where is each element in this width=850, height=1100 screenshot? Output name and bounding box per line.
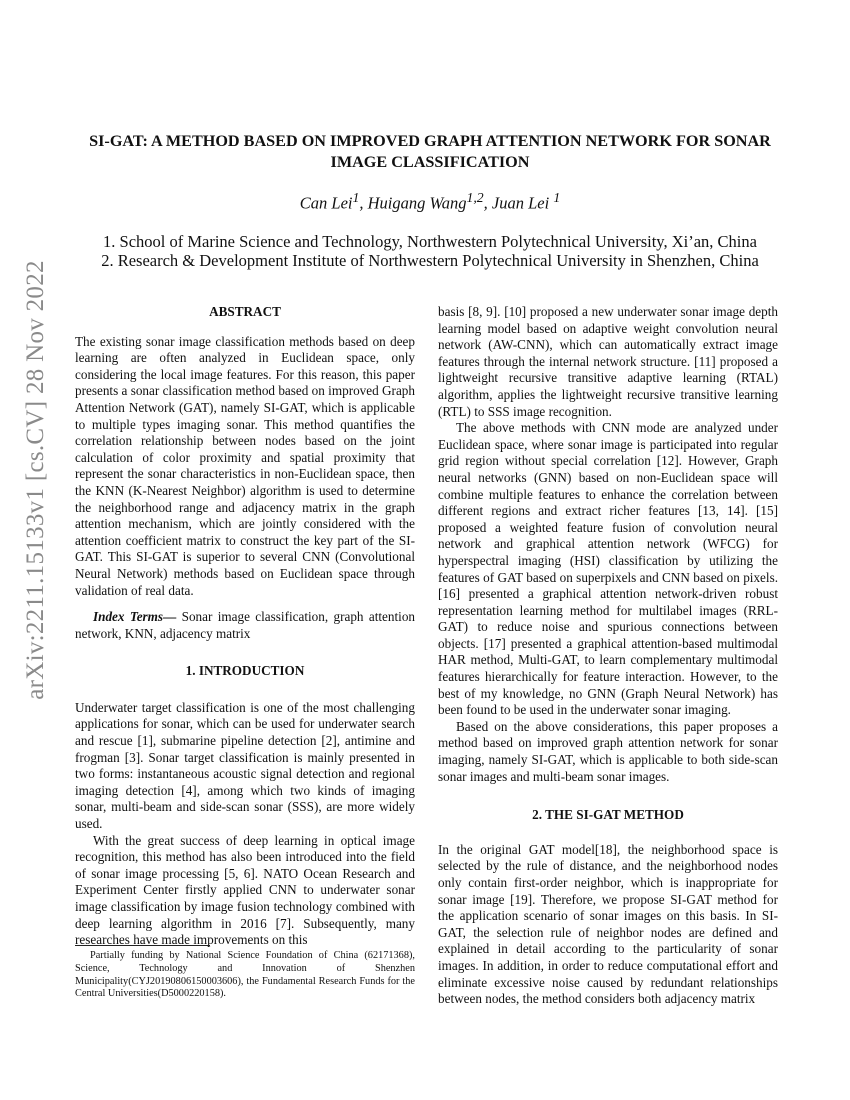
footnote	[75, 950, 415, 1001]
abstract-text: The existing sonar image classification methods based on deep learning are often analyzed in Euclidean space, only considering the local image features. For this reason, this paper presents a sonar classification method based on improved Graph Attention Network (GAT), namely SI-GAT, which is applicable to multiple types imaging sonar. This method quantifies the correlation relationship between nodes based on the joint calculation of color proximity and spatial proximity that represent the sonar characteristics in non-Euclidean space, then the KNN (K-Nearest Neighbor) algorithm is used to determine the neighborhood range and adjacency matrix in the graph attention mechanism, which are jointly considered with the attention coefficient matrix to construct the key part of the SI-GAT. This SI-GAT is superior to several CNN (Convolutional Neural Network) methods based on Euclidean space through validation of real data.	[75, 333, 415, 598]
index-terms	[75, 609, 415, 642]
affiliation-1: 1. School of Marine Science and Technology, Northwestern Polytechnical University, Xi’an, China	[103, 232, 757, 251]
author-3: Juan Lei	[491, 193, 550, 213]
intro-paragraph-2: With the great success of deep learning in optical image recognition, this method has also been introduced into the field of sonar image processing [5, 6]. NATO Ocean Research and Experiment Center firstly applied CNN to underwater sonar image classification by image fusion technology combined with deep learning algorithm in 2016 [7]. Subsequently, many researches have made improvements on this	[75, 832, 415, 948]
arxiv-watermark	[16, 260, 56, 700]
left-column	[75, 304, 415, 949]
method-heading: 2. THE SI-GAT METHOD	[532, 807, 684, 823]
affiliation-2: 2. Research & Development Institute of Northwestern Polytechnical University in Shenzhen, China	[101, 251, 759, 270]
right-paragraph-3: Based on the above considerations, this paper proposes a method based on improved graph attention network for sonar imaging, namely SI-GAT, which is applicable to both side-scan sonar images and multi-beam sonar images.	[438, 718, 778, 784]
intro-heading: 1. INTRODUCTION	[185, 663, 305, 679]
footnote-text: Partially funding by National Science Foundation of China (62171368), Science, Technology and Innovation of Shenzhen Municipality(CYJ20190806150003606), the Fundamental Research Funds for the Central Universities(D5000220158).	[75, 950, 415, 1000]
right-paragraph-2: The above methods with CNN mode are analyzed under Euclidean space, where sonar image is participated into regular grid region without special correlation [12]. However, Graph neural networks (GNN) based on non-Euclidean space will combine multiple features to enhance the correlation between different regions and extract richer features [13, 14]. [15] proposed a weighted feature fusion of convolution neural network and graphical attention network (WFCG) for hyperspectral imaging (HSI) classification by utilizing the features of GAT based on superpixels and CNN based on pixels. [16] presented a graphical attention network-driven robust representation learning method for multilabel images (RRL-GAT) to reduce noise and spurious connections between objects. [17] presented a graphical attention-based multimodal HAR method, Multi-GAT, to learn complementary multimodal features hierarchically for feature interaction. However, to the best of my knowledge, no GNN (Graph Neural Network) has been found to be used in the underwater sonar imaging.	[438, 420, 778, 718]
paper-title: SI-GAT: A METHOD BASED ON IMPROVED GRAPH ATTENTION NETWORK FOR SONAR IMAGE CLASSIFICATION	[89, 132, 771, 171]
intro-paragraph-1: Underwater target classification is one of the most challenging applications for sonar, which can be used for underwater search and rescue [1], submarine pipeline detection [2], antimine and frogman [3]. Sonar target classification is mainly presented in two forms: instantaneous acoustic signal detection and regional imaging detection [4], among which two kinds of imaging sonar, multi-beam and side-scan sonar (SSS), are more widely used.	[75, 699, 415, 832]
author-3-affil: 1	[553, 190, 561, 205]
abstract-heading: ABSTRACT	[209, 304, 281, 319]
index-terms-text: Sonar image classification, graph attention network, KNN, adjacency matrix	[75, 609, 416, 641]
footnote-rule	[75, 945, 210, 946]
author-1: Can Lei	[299, 193, 353, 213]
method-paragraph-1: In the original GAT model[18], the neighborhood space is selected by the rule of distance, and the neighborhood nodes only contain first-order neighbor, which is inappropriate for sonar image [19]. Therefore, we propose SI-GAT method for the application scenario of sonar images on this basis. In SI-GAT, the selection rule of neighbor nodes are defined and explained in detail according to the particularity of sonar images. In addition, in order to reduce computational effort and eliminate excessive noise caused by redundant relationships between nodes, the method considers both adjacency matrix	[438, 841, 778, 1007]
right-paragraph-1: basis [8, 9]. [10] proposed a new underwater sonar image depth learning model based on adaptive weight convolution neural network (AW-CNN), which can automatically extract image features through the internal network structure. [11] proposed a lightweight recursive transitive adaptive learning (RTAL) algorithm, applies the lightweight recursive transitive learning (RTL) to SSS image recognition.	[438, 304, 778, 419]
right-column	[438, 304, 778, 1008]
index-terms-label: Index Terms—	[93, 609, 177, 625]
author-list: Can Lei$^1$, Huigang Wang$^{1,2}$, Juan Lei $^1$	[299, 190, 561, 213]
author-2: Huigang Wang	[367, 193, 467, 213]
author-1-affil: 1	[352, 190, 360, 205]
arxiv-id: arXiv:2211.15133v1 [cs.CV] 28 Nov 2022	[22, 260, 50, 700]
author-2-affil: 1,2	[466, 190, 484, 205]
